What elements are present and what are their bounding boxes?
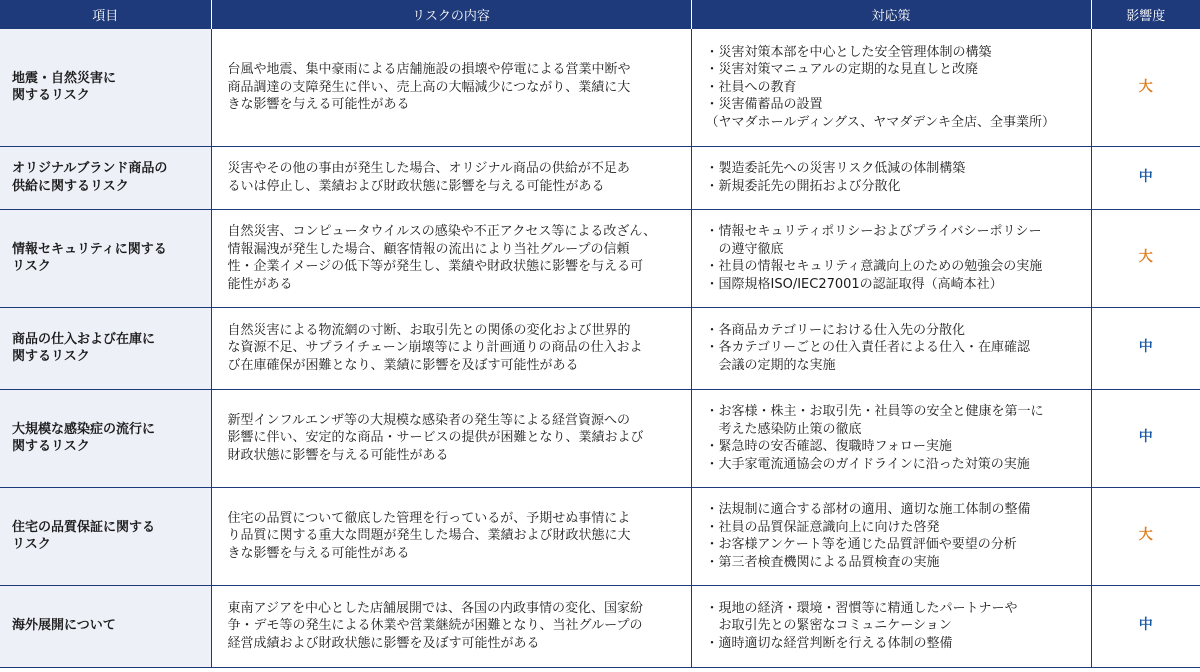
risk-content-line: 東南アジアを中心とした店舗展開では、各国の内政事情の変化、国家紛 xyxy=(227,600,643,616)
impact-level-badge: 大 xyxy=(1091,209,1200,307)
risk-content-line: 財政状態に影響を与える可能性がある xyxy=(227,447,449,463)
measure-line: ・お客様アンケート等を通じた品質評価や要望の分析 xyxy=(705,537,1017,552)
risk-content-cell xyxy=(211,209,691,307)
risk-item-cell xyxy=(0,389,211,487)
impact-level-badge: 中 xyxy=(1091,307,1200,389)
risk-content-cell xyxy=(211,487,691,585)
header-item: 項目 xyxy=(0,0,211,29)
header-measures: 対応策 xyxy=(691,0,1091,29)
risk-item-cell xyxy=(0,29,211,146)
risk-item-line: 関するリスク xyxy=(12,349,90,364)
risk-item-line: 大規模な感染症の流行に xyxy=(12,421,156,437)
risk-item-line: リスク xyxy=(12,537,51,552)
impact-level-badge: 大 xyxy=(1091,487,1200,585)
risk-measures-cell xyxy=(691,209,1091,307)
risk-item-line: 海外展開について xyxy=(12,618,116,634)
impact-level-badge: 中 xyxy=(1091,585,1200,667)
risk-content-line: り品質に関する重大な問題が発生した場合、業績および財政状態に大 xyxy=(227,528,631,544)
measure-line: ・大手家電流通協会のガイドラインに沿った対策の実施 xyxy=(705,456,1030,472)
risk-content-line: 経営成績および財政状態に影響を及ぼす可能性がある xyxy=(227,635,540,651)
risk-measures-cell xyxy=(691,585,1091,667)
risk-item-line: 情報セキュリティに関する xyxy=(12,241,167,257)
risk-content-line: 自然災害による物流網の寸断、お取引先との関係の変化および世界的 xyxy=(227,322,631,338)
risk-measures-cell xyxy=(691,307,1091,389)
risk-item-line: リスク xyxy=(12,259,51,274)
risk-item-line: オリジナルブランド商品の xyxy=(12,161,168,176)
risk-measures-cell xyxy=(691,389,1091,487)
measure-line: ・緊急時の安否確認、復職時フォロー実施 xyxy=(705,439,952,454)
risk-item-cell xyxy=(0,209,211,307)
measure-line: ・情報セキュリティポリシーおよびプライバシーポリシー xyxy=(705,224,1042,239)
measure-line: （ヤマダホールディングス、ヤマダデンキ全店、全事業所） xyxy=(705,114,1055,130)
measure-line: ・新規委託先の開拓および分散化 xyxy=(705,178,901,194)
risk-content-line: 性・企業イメージの低下等が発生し、業績や財政状態に影響を与える可 xyxy=(227,259,644,274)
risk-content-line: 災害やその他の事由が発生した場合、オリジナル商品の供給が不足あ xyxy=(227,161,630,176)
risk-content-line: 影響に伴い、安定的な商品・サービスの提供が困難となり、業績および xyxy=(227,430,644,446)
table-row xyxy=(0,146,1200,209)
risk-content-line: 商品調達の支障発生に伴い、売上高の大幅減少につながり、業績に大 xyxy=(227,79,631,95)
risk-item-line: 関するリスク xyxy=(12,439,90,454)
risk-content-line: 能性がある xyxy=(227,276,293,292)
risk-measures-cell xyxy=(691,29,1091,146)
risk-content-line: 争・デモ等の発生による休業や営業継続が困難となり、当社グループの xyxy=(227,618,643,634)
risk-content-cell xyxy=(211,307,691,389)
risk-content-line: 新型インフルエンザ等の大規模な感染者の発生等による経営資源への xyxy=(227,412,630,428)
risk-table-body xyxy=(0,29,1200,667)
risk-content-cell xyxy=(211,29,691,146)
risk-content-line: び在庫確保が困難となり、業績に影響を及ぼす可能性がある xyxy=(227,357,579,373)
risk-content-cell xyxy=(211,585,691,667)
risk-content-cell xyxy=(211,389,691,487)
measure-line: ・災害対策本部を中心とした安全管理体制の構築 xyxy=(705,44,992,60)
table-row xyxy=(0,487,1200,585)
measure-line: ・製造委託先への災害リスク低減の体制構築 xyxy=(705,161,966,176)
risk-content-line: な資源不足、サプライチェーン崩壊等により計画通りの商品の仕入およ xyxy=(227,340,643,356)
risk-item-line: 住宅の品質保証に関する xyxy=(12,519,156,535)
table-row xyxy=(0,29,1200,146)
risk-content-line: るいは停止し、業績および財政状態に影響を与える可能性がある xyxy=(227,178,605,194)
risk-content-line: 台風や地震、集中豪雨による店舗施設の損壊や停電による営業中断や xyxy=(227,62,631,77)
risk-item-cell xyxy=(0,487,211,585)
measure-line: ・社員への教育 xyxy=(705,79,797,95)
measure-line: ・災害備蓄品の設置 xyxy=(705,97,823,112)
risk-item-line: 商品の仕入および在庫に xyxy=(12,331,156,347)
risk-measures-cell xyxy=(691,146,1091,209)
measure-line: 考えた感染防止策の徹底 xyxy=(718,421,862,437)
measure-line: ・適時適切な経営判断を行える体制の整備 xyxy=(705,635,953,651)
impact-level-badge: 中 xyxy=(1091,146,1200,209)
measure-line: お取引先との緊密なコミュニケーション xyxy=(718,618,952,634)
measure-line: ・現地の経済・環境・習慣等に精通したパートナーや xyxy=(705,600,1018,616)
risk-content-line: 情報漏洩が発生した場合、顧客情報の流出により当社グループの信頼 xyxy=(227,241,630,257)
measure-line: ・法規制に適合する部材の適用、適切な施工体制の整備 xyxy=(705,502,1031,517)
risk-item-line: 地震・自然災害に xyxy=(12,70,117,86)
table-row xyxy=(0,389,1200,487)
measure-line: ・各商品カテゴリーにおける仕入先の分散化 xyxy=(705,322,965,338)
measure-line: ・お客様・株主・お取引先・社員等の安全と健康を第一に xyxy=(705,404,1044,419)
measure-line: ・国際規格ISO/IEC27001の認証取得（高崎本社） xyxy=(705,276,1003,292)
risk-item-line: 供給に関するリスク xyxy=(12,178,129,194)
risk-item-cell xyxy=(0,307,211,389)
risk-measures-cell xyxy=(691,487,1091,585)
header-content: リスクの内容 xyxy=(211,0,691,29)
table-row xyxy=(0,209,1200,307)
impact-level-badge: 大 xyxy=(1091,29,1200,146)
risk-content-line: 住宅の品質について徹底した管理を行っているが、予期せぬ事情によ xyxy=(227,510,631,526)
risk-content-line: 自然災害、コンピュータウイルスの感染や不正アクセス等による改ざん、 xyxy=(227,224,657,239)
risk-item-cell xyxy=(0,585,211,667)
measure-line: ・社員の品質保証意識向上に向けた啓発 xyxy=(705,519,940,535)
table-row xyxy=(0,307,1200,389)
risk-item-line: 関するリスク xyxy=(12,88,90,104)
header-row xyxy=(0,0,1200,29)
measure-line: ・第三者検査機関による品質検査の実施 xyxy=(705,554,940,570)
header-impact: 影響度 xyxy=(1091,0,1200,29)
risk-content-line: きな影響を与える可能性がある xyxy=(227,545,410,561)
risk-content-cell xyxy=(211,146,691,209)
measure-line: の遵守徹底 xyxy=(718,241,784,257)
impact-level-badge: 中 xyxy=(1091,389,1200,487)
measure-line: ・各カテゴリーごとの仕入責任者による仕入・在庫確認 xyxy=(705,340,1030,356)
measure-line: ・社員の情報セキュリティ意識向上のための勉強会の実施 xyxy=(705,259,1043,274)
risk-item-cell xyxy=(0,146,211,209)
measure-line: 会議の定期的な実施 xyxy=(718,357,836,373)
risk-content-line: きな影響を与える可能性がある xyxy=(227,97,410,112)
table-row xyxy=(0,585,1200,667)
measure-line: ・災害対策マニュアルの定期的な見直しと改廃 xyxy=(705,62,978,77)
